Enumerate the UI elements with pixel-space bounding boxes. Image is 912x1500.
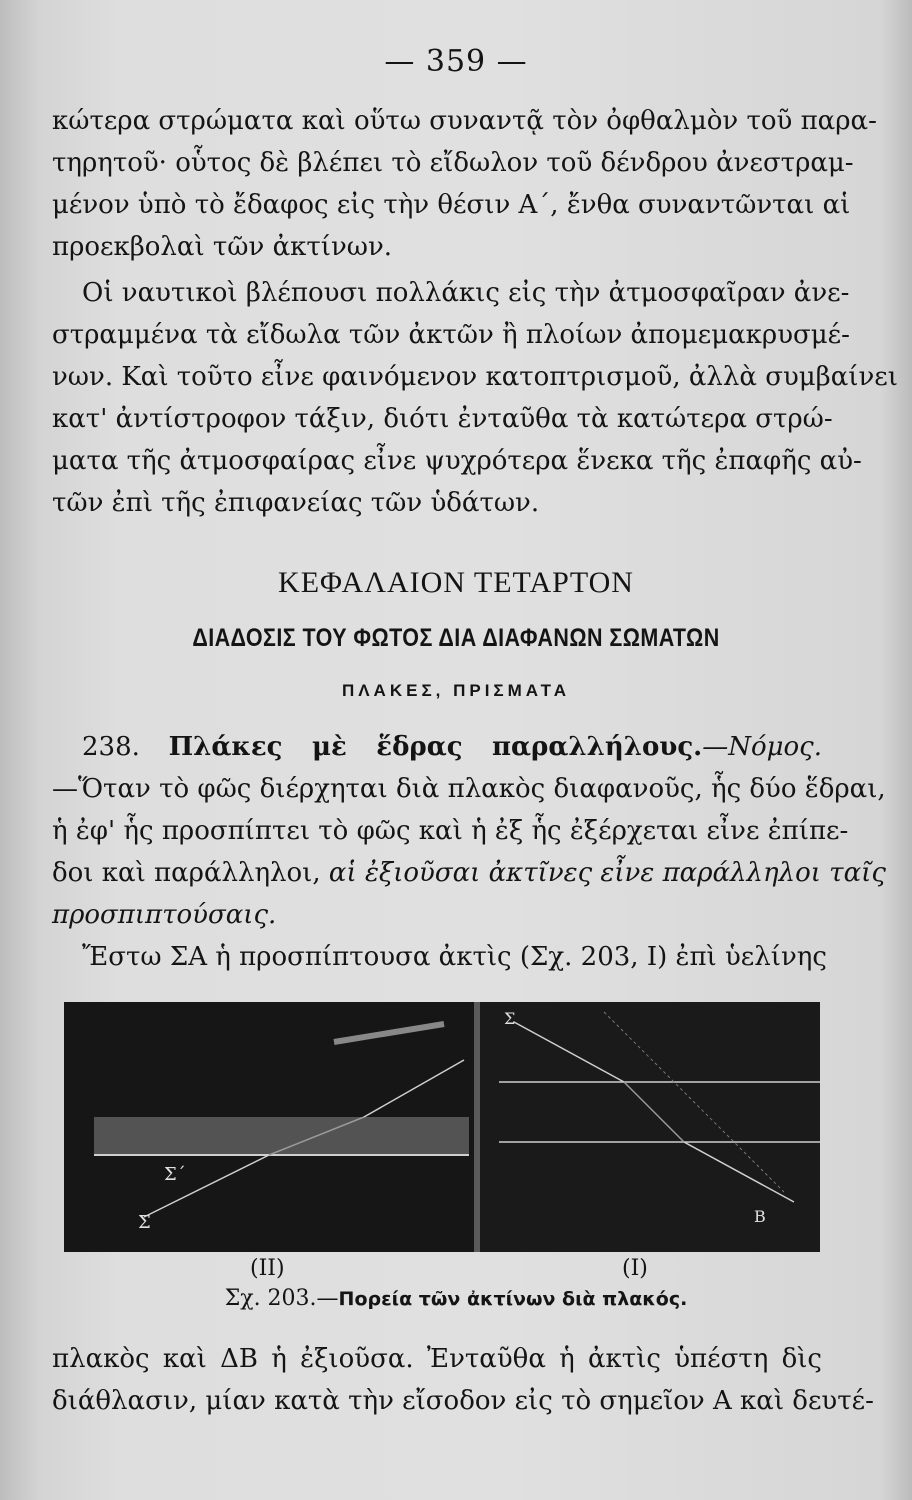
text-line: τῶν ἐπὶ τῆς ἐπιφανείας τῶν ὑδάτων. [52,488,540,518]
figure-caption [0,1286,912,1311]
subsection-title: ΠΛΑΚΕΣ, ΠΡΙΣΜΑΤΑ [341,681,571,700]
text-line: νων. Καὶ τοῦτο εἶνε φαινόμενον κατοπτρισμοῦ, ἀλλὰ συμβαίνει [52,362,898,392]
text-line: —Ὅταν τὸ φῶς διέρχηται διὰ πλακὸς διαφανοῦς, ἧς δύο ἕδραι, [52,774,886,804]
page-number: — 359 — [384,44,528,79]
refraction-plate-photos [64,1002,820,1252]
paragraph-238 [52,726,886,978]
paragraph-mirage [52,272,898,524]
text-line [52,852,886,894]
figure-label-right: (I) [622,1256,648,1281]
paragraph-continued [52,1338,874,1422]
sigma-prime-mark: Σ΄ [164,1164,186,1185]
text-line: Οἱ ναυτικοὶ βλέπουσι πολλάκις εἰς τὴν ἀτμοσφαῖραν ἀνε- [82,278,850,308]
law-text-italic-end: προσπιπτούσαις. [52,900,277,930]
section-number: 238. [82,732,140,762]
chapter-title: ΚΕΦΑΛΑΙΟΝ ΤΕΤΑΡΤΟΝ [278,566,634,599]
sigma-right-mark: Σ [504,1009,516,1028]
section-238-heading-line [52,726,822,768]
sigma-mark: Σ [138,1212,151,1233]
law-text-italic: αἱ ἐξιοῦσαι ἀκτῖνες εἶνε παράλληλοι ταῖς [328,858,886,888]
figure-203-photograph [64,1002,820,1252]
section-title: ΔΙΑΔΟΣΙΣ ΤΟΥ ΦΩΤΟΣ ΔΙΑ ΔΙΑΦΑΝΩΝ ΣΩΜΑΤΩΝ [192,624,720,652]
text-line: μένον ὑπὸ τὸ ἔδαφος εἰς τὴν θέσιν Α΄, ἔνθα συναντῶνται αἱ [52,190,851,220]
text-line: Ἔστω ΣΑ ἡ προσπίπτουσα ἀκτὶς (Σχ. 203, Ι) ἐπὶ ὑελίνης [82,942,827,972]
text-line: στραμμένα τὰ εἴδωλα τῶν ἀκτῶν ἢ πλοίων ἀπομεμακρυσμέ- [52,320,850,350]
panel-right [480,1002,820,1252]
text-line: ἡ ἐφ' ἧς προσπίπτει τὸ φῶς καὶ ἡ ἐξ ἧς ἐξέρχεται εἶνε ἐπίπε- [52,816,849,846]
text-line: πλακὸς καὶ ΔΒ ἡ ἐξιοῦσα. Ἐνταῦθα ἡ ἀκτὶς ὑπέστη δὶς [52,1344,822,1374]
text-line: κώτερα στρώματα καὶ οὕτω συναντᾷ τὸν ὀφθαλμὸν τοῦ παρα- [52,106,877,136]
b-mark: Β [754,1207,766,1226]
caption-text: Πορεία τῶν ἀκτίνων διὰ πλακός. [338,1288,688,1310]
text-line: διάθλασιν, μίαν κατὰ τὴν εἴσοδον εἰς τὸ σημεῖον Α καὶ δευτέ- [52,1386,874,1416]
section-heading: Πλάκες μὲ ἕδρας παραλλήλους. [168,732,703,762]
text-line: ματα τῆς ἀτμοσφαίρας εἶνε ψυχρότερα ἕνεκα τῆς ἐπαφῆς αὐ- [52,446,862,476]
panel-divider [474,1002,480,1252]
paragraph-continuation [52,100,877,268]
text-line: κατ' ἀντίστροφον τάξιν, διότι ἐνταῦθα τὰ κατώτερα στρώ- [52,404,833,434]
caption-prefix: Σχ. 203.— [224,1286,339,1311]
figure-label-left: (II) [250,1256,285,1281]
law-label: —Νόμος. [702,732,822,762]
law-text-normal: δοι καὶ παράλληλοι, [52,858,321,888]
text-line: τηρητοῦ· οὗτος δὲ βλέπει τὸ εἴδωλον τοῦ δένδρου ἀνεστραμ- [52,148,854,178]
text-line: προεκβολαὶ τῶν ἀκτίνων. [52,232,393,262]
